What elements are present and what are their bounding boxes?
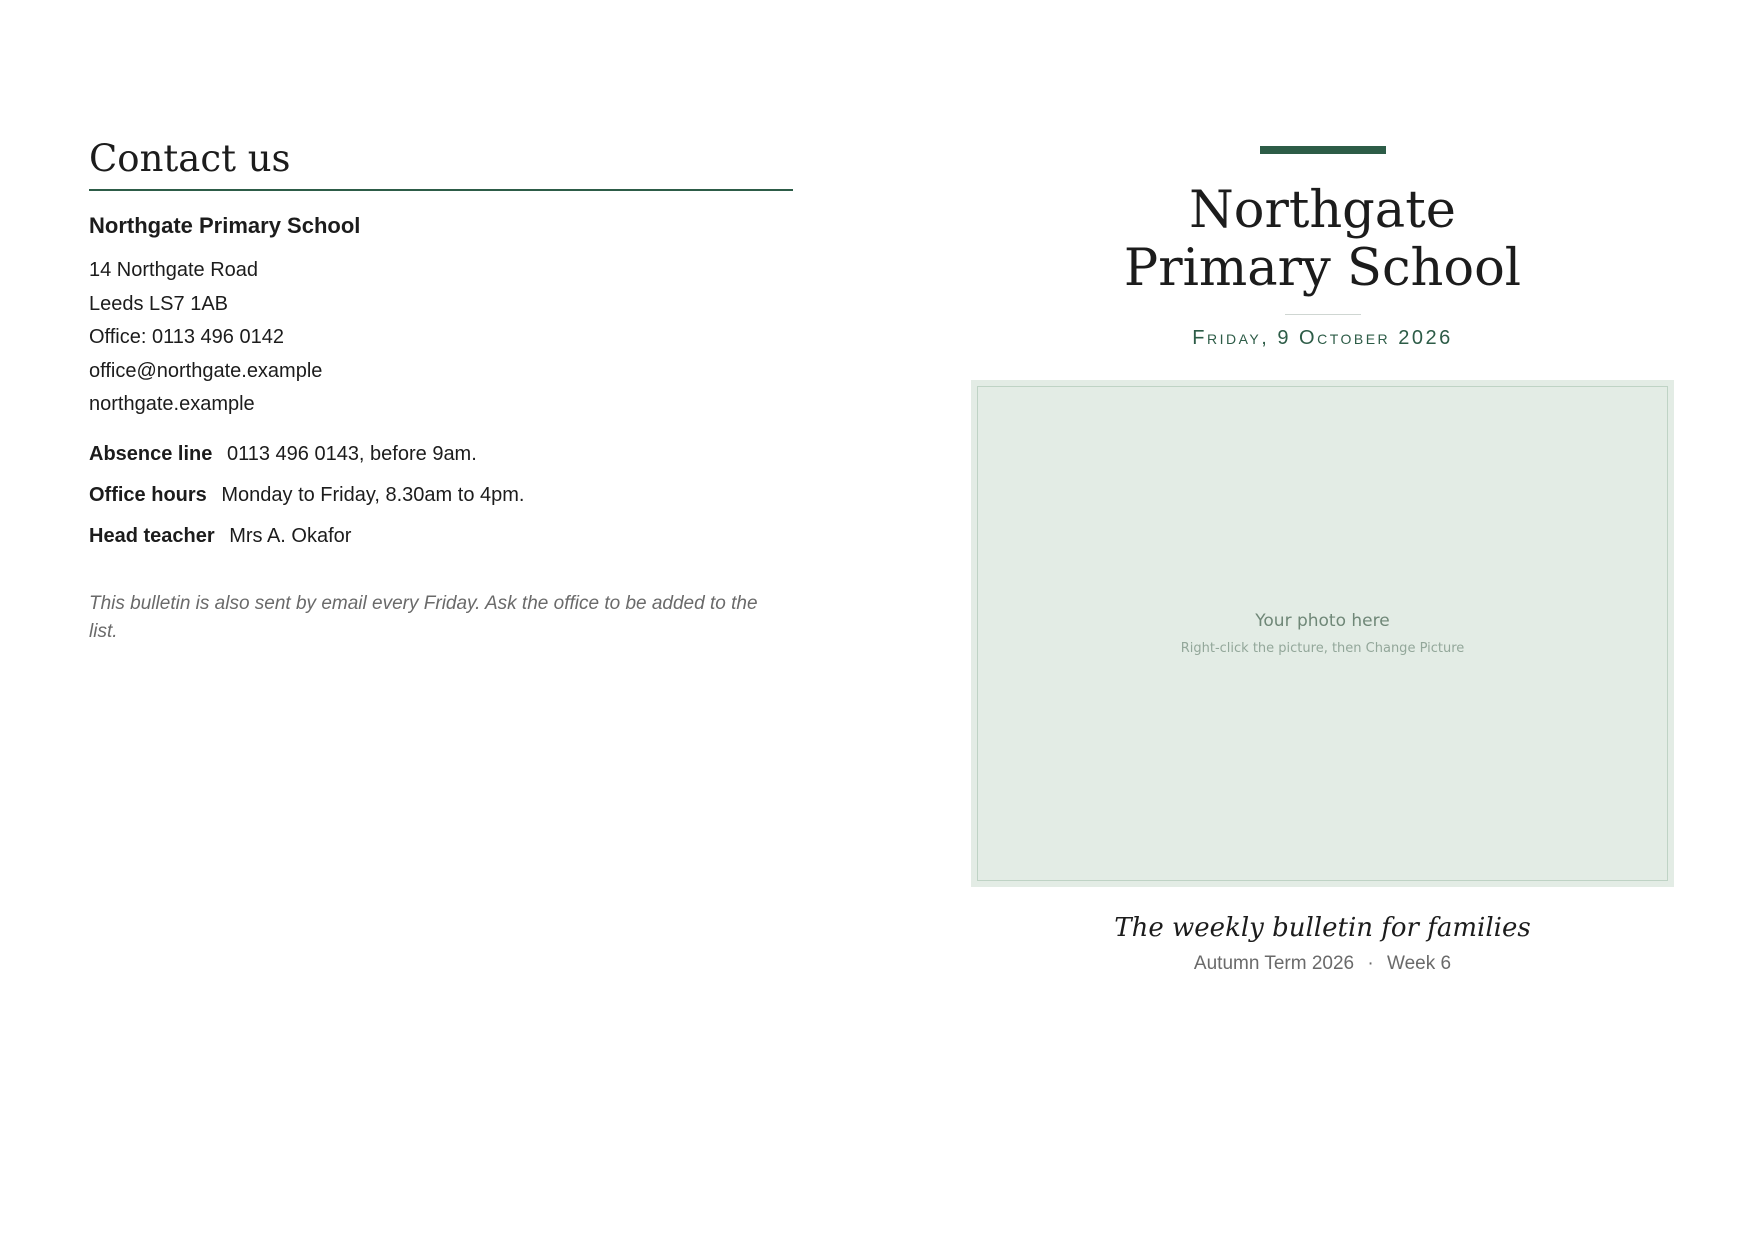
week-label: Week 6 bbox=[1387, 953, 1452, 974]
cover-panel bbox=[971, 146, 1674, 975]
term-separator: · bbox=[1367, 953, 1374, 974]
photo-placeholder[interactable] bbox=[971, 380, 1674, 887]
contact-panel bbox=[89, 137, 793, 646]
office-email: office@northgate.example bbox=[89, 359, 323, 382]
website: northgate.example bbox=[89, 393, 255, 415]
head-teacher-row bbox=[89, 524, 793, 548]
title-divider bbox=[1285, 314, 1361, 315]
issue-date: Friday, 9 October 2026 bbox=[1192, 327, 1453, 349]
office-hours-label: Office hours bbox=[89, 483, 207, 506]
contact-heading: Contact us bbox=[89, 137, 291, 180]
photo-placeholder-hint: Right-click the picture, then Change Picture bbox=[1180, 641, 1465, 656]
cover-title-line2: Primary School bbox=[1123, 239, 1522, 298]
heading-rule bbox=[89, 189, 793, 191]
absence-line-value: 0113 496 0143, before 9am. bbox=[226, 442, 477, 465]
office-hours-row bbox=[89, 483, 793, 507]
office-hours-value: Monday to Friday, 8.30am to 4pm. bbox=[221, 483, 525, 506]
head-teacher-value: Mrs A. Okafor bbox=[229, 524, 352, 547]
address-block bbox=[89, 254, 793, 422]
bulletin-note: This bulletin is also sent by email every Friday. Ask the office to be added to the list. bbox=[89, 592, 758, 642]
term-label: Autumn Term 2026 bbox=[1193, 953, 1355, 974]
photo-inner-border bbox=[977, 386, 1668, 881]
office-phone: Office: 0113 496 0142 bbox=[89, 326, 284, 348]
school-name: Northgate Primary School bbox=[89, 213, 361, 238]
tagline: The weekly bulletin for families bbox=[1114, 913, 1531, 943]
address-city: Leeds LS7 1AB bbox=[89, 292, 228, 315]
accent-bar bbox=[1260, 146, 1386, 154]
address-street: 14 Northgate Road bbox=[89, 259, 259, 281]
cover-title-line1: Northgate bbox=[1189, 181, 1456, 240]
absence-line-label: Absence line bbox=[89, 442, 213, 465]
term-line bbox=[971, 953, 1674, 975]
head-teacher-label: Head teacher bbox=[89, 524, 215, 547]
cover-title bbox=[971, 182, 1674, 298]
absence-line-row bbox=[89, 442, 793, 466]
photo-placeholder-title: Your photo here bbox=[1255, 611, 1390, 631]
